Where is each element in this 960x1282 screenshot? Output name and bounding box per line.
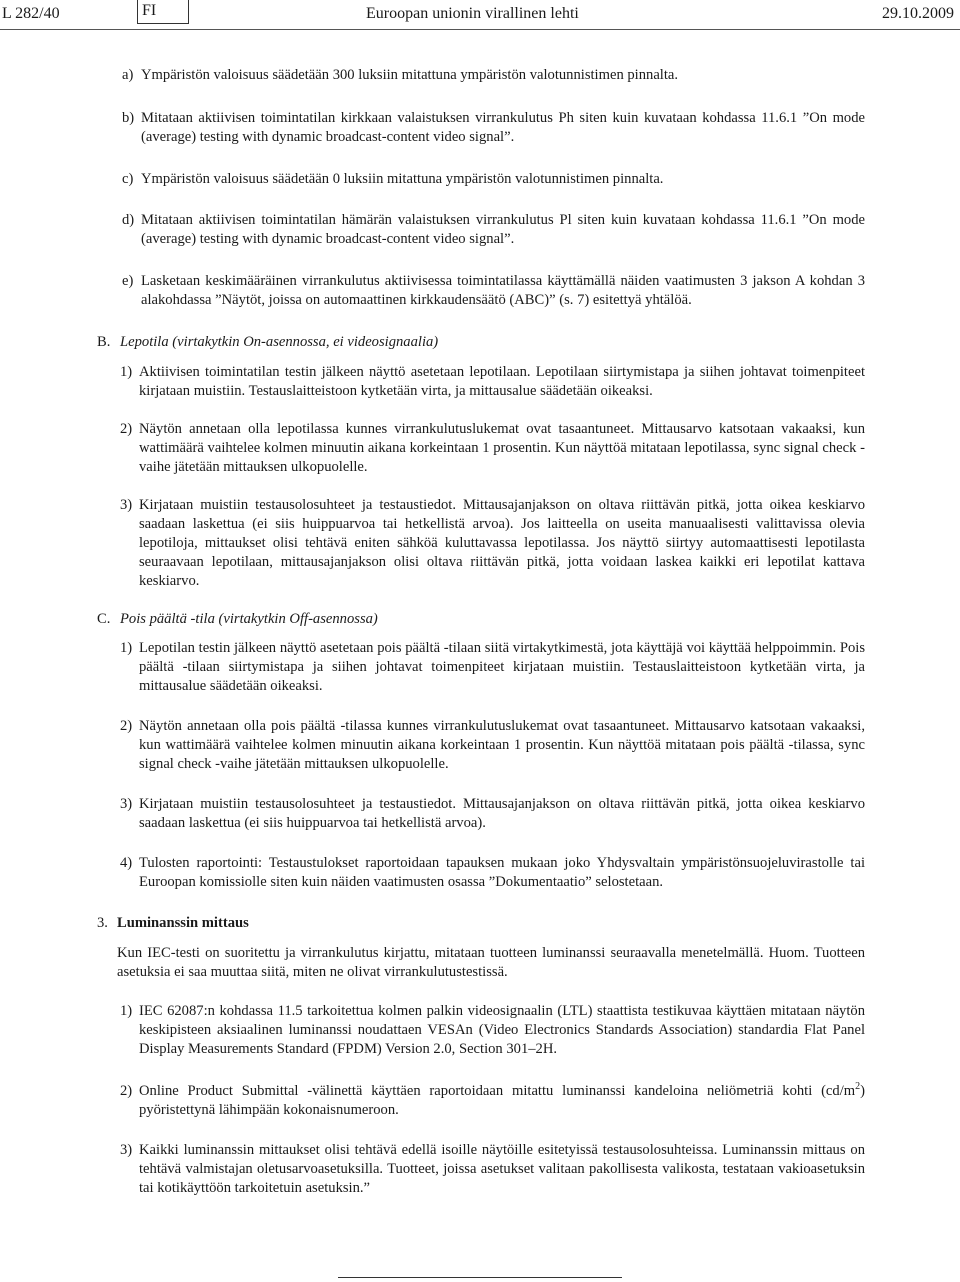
list-marker: c)	[122, 171, 134, 187]
list-text: Ympäristön valoisuus säädetään 300 luksiin mitattuna ympäristön valotunnistimen pinnalta.	[141, 67, 679, 83]
page-header	[0, 0, 960, 30]
list-text: Näytön annetaan olla pois päältä -tilassa kunnes virrankulutuslukemat ovat tasaantuneet. Mittausarvo katsotaan vakaaksi, kun wattimäärä vaihtelee kolmen minuutin aikana korkeintaan 1 prosentin. Kun näyttöä mitataan pois päältä -tilassa, sync signal check -vaihe jätetään mittauksen ulkopuolelle.	[139, 718, 865, 772]
list-marker: 1)	[120, 640, 133, 656]
superscript: 2	[855, 1081, 861, 1093]
list-marker: 2)	[120, 1083, 133, 1099]
list-text: Mitataan aktiivisen toimintatilan kirkkaan valaistuksen virrankulutus Ph siten kuin kuvataan kohdassa 11.6.1 ”On mode (average) testing with dynamic broadcast-content video signal”.	[141, 110, 865, 145]
list-text: Ympäristön valoisuus säädetään 0 luksiin mitattuna ympäristön valotunnistimen pinnalta.	[141, 171, 664, 187]
list-text: Tulosten raportointi: Testaustulokset raportoidaan tapauksen mukaan joko Yhdysvaltain ympäristönsuojeluvirastolle tai Euroopan komissiolle siten kuin näiden vaatimusten osassa ”Dokumentaatio” selostetaan.	[139, 855, 865, 890]
list-text: Mitataan aktiivisen toimintatilan hämärän valaistuksen virrankulutus Pl siten kuin kuvataan kohdassa 11.6.1 ”On mode (average) testing with dynamic broadcast-content video signal”.	[141, 212, 865, 247]
text-part: Online Product Submittal -välinettä käyttäen raportoidaan mitattu luminanssi kandeloina neliömetriä kohti (cd/m	[139, 1083, 856, 1099]
list-text: Kirjataan muistiin testausolosuhteet ja testaustiedot. Mittausajanjakson on oltava riittävän pitkä, jotta oikea keskiarvo saadaan laskettua (ei siis huippuarvoa tai hetkellistä arvoa).	[139, 796, 865, 831]
section-marker: C.	[97, 611, 111, 627]
list-marker: 2)	[120, 718, 133, 734]
footer-rule	[338, 1277, 622, 1278]
list-text: Kaikki luminanssin mittaukset olisi tehtävä edellä isoille näytöille esitetyissä testausolosuhteissa. Luminanssin mittaus on tehtävä valmistajan oletusarvoasetuksilla. Tuotteet, joissa asetukset valitaan pakollisesta valikosta, testataan vakioasetuksin tai kotikäyttöön tarkoitetuin asetuksin.”	[139, 1142, 865, 1196]
list-marker: 3)	[120, 796, 133, 812]
list-marker: 1)	[120, 364, 133, 380]
section-marker: B.	[97, 334, 111, 350]
list-marker: 2)	[120, 421, 133, 437]
list-marker: 3)	[120, 1142, 133, 1158]
list-marker: 4)	[120, 855, 133, 871]
section-title: Luminanssin mittaus	[117, 915, 249, 931]
list-text: Lepotilan testin jälkeen näyttö asetetaan pois päältä -tilaan siitä virtakytkimestä, jota käyttäjä voi käyttää helppoimmin. Pois päältä -tilaan siirtymistapa ja siihen johtavat toimenpiteet kirjataan muistiin. Testauslaitteistoon kytketään virta, ja mittausalue säädetään oikeaksi.	[139, 640, 865, 694]
header-rule	[0, 29, 960, 30]
list-marker: 1)	[120, 1003, 133, 1019]
section-marker: 3.	[97, 915, 108, 931]
section-title: Pois päältä -tila (virtakytkin Off-asennossa)	[120, 611, 378, 627]
publication-date: 29.10.2009	[882, 5, 954, 22]
list-marker: a)	[122, 67, 134, 83]
list-text: Aktiivisen toimintatilan testin jälkeen näyttö asetetaan lepotilaan. Lepotilaan siirtymistapa ja siihen johtavat toimenpiteet kirjataan muistiin. Testauslaitteistoon kytketään virta, ja mittausalue säädetään oikeaksi.	[139, 364, 865, 399]
section-title: Lepotila (virtakytkin On-asennossa, ei videosignaalia)	[120, 334, 439, 350]
journal-title: Euroopan unionin virallinen lehti	[366, 5, 579, 22]
intro-text: Kun IEC-testi on suoritettu ja virrankulutus kirjattu, mitataan tuotteen luminanssi seuraavalla menetelmällä. Huom. Tuotteen asetuksia ei saa muuttaa siitä, miten ne olivat virrankulutustestissä.	[117, 945, 865, 980]
list-text: Lasketaan keskimääräinen virrankulutus aktiivisessa toimintatilassa käyttämällä näiden vaatimusten 3 jakson A kohdan 3 alakohdassa ”Näytöt, joissa on automaattinen kirkkaudensäätö (ABC)” (s. 7) esitettyä yhtälöä.	[141, 273, 865, 308]
list-text: Kirjataan muistiin testausolosuhteet ja testaustiedot. Mittausajanjakson on oltava riittävän pitkä, jotta oikea keskiarvo saadaan laskettua (ei siis huippuarvoa tai hetkellistä arvoa). Jos laitteella on useita manuaalisesti valittavissa olevia lepotiloja, mittaukset olisi tehtävä eniten sähköä kuluttavassa lepotilassa. Jos näyttö siirtyy automaattisesti lepotilasta seuraavaan lepotilaan, mittausajanjakson olisi oltava riittävän pitkä, jotta voidaan laskea kaikki eri lepotilat kattava keskiarvo.	[139, 497, 865, 589]
list-marker: b)	[122, 110, 135, 126]
text-part: ) pyöristettynä lähimpään kokonaisnumeroon.	[139, 1083, 865, 1118]
language-box: FI	[137, 0, 189, 24]
list-marker: 3)	[120, 497, 133, 513]
list-text: IEC 62087:n kohdassa 11.5 tarkoitettua kolmen palkin videosignaalin (LTL) staattista testikuvaa käyttäen mitataan näytön keskipisteen aksiaalinen luminanssi noudattaen VESAn (Video Electronics Standards Association) standardia Flat Panel Display Measurements Standard (FPDM) Version 2.0, Section 301–2H.	[139, 1003, 865, 1057]
list-text	[139, 1082, 865, 1120]
page-reference: L 282/40	[2, 5, 60, 22]
list-marker: e)	[122, 273, 134, 289]
list-marker: d)	[122, 212, 135, 228]
list-text: Näytön annetaan olla lepotilassa kunnes virrankulutuslukemat ovat tasaantuneet. Mittausarvo katsotaan vakaaksi, kun wattimäärä vaihtelee kolmen minuutin aikana korkeintaan 1 prosentin. Kun näyttöä mitataan lepotilassa, sync signal check -vaihe jätetään mittauksen ulkopuolelle.	[139, 421, 865, 475]
